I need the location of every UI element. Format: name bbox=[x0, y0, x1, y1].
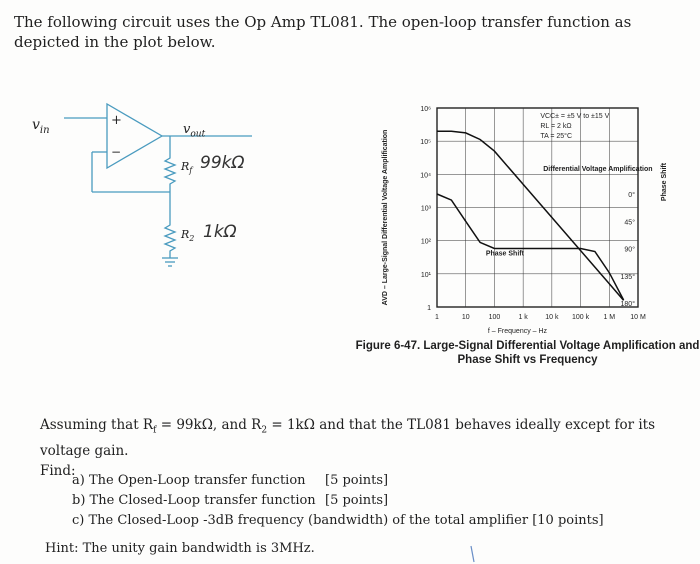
y-tick-label: 10⁴ bbox=[420, 172, 431, 180]
x-tick-label: 10 bbox=[461, 314, 470, 321]
gain-series-label: Differential Voltage Amplification bbox=[543, 166, 653, 174]
x-tick-label: 1 bbox=[435, 314, 439, 321]
r2-value-handwritten: 1kΩ bbox=[203, 222, 237, 242]
y-tick-label: 10⁶ bbox=[420, 106, 431, 113]
assumption-text: Assuming that $R_f = 99k\Omega$, and $R_2 = 1k\Omega$ and that the TL081 behaves ideally except for its voltage gain. Find: bbox=[40, 417, 656, 479]
y2-tick-label: 135° bbox=[620, 273, 635, 281]
rf-resistor bbox=[165, 155, 175, 192]
rf-label: $R_f$ bbox=[181, 160, 193, 176]
x-tick-label: 1 k bbox=[518, 314, 528, 321]
y-tick-label: 1 bbox=[427, 305, 431, 312]
minus-sign: − bbox=[111, 145, 122, 159]
y2-tick-label: 180° bbox=[620, 301, 635, 308]
r2-resistor bbox=[165, 222, 175, 258]
x-tick-label: 100 bbox=[488, 314, 501, 321]
x-tick-label: 100 k bbox=[572, 314, 590, 321]
pen-mark bbox=[468, 545, 478, 563]
y-axis-label: AVD – Large-Signal Differential Voltage Amplification bbox=[382, 129, 389, 306]
task-list bbox=[72, 471, 604, 531]
y2-axis-label: Phase Shift bbox=[661, 162, 668, 202]
vout-label: $v_{out}$ bbox=[183, 122, 206, 140]
y-tick-label: 10³ bbox=[420, 205, 431, 213]
figure-caption: Figure 6-47. Large-Signal Differential Voltage Amplification and Phase Shift vs Frequency bbox=[355, 340, 700, 366]
x-tick-label: 10 k bbox=[545, 314, 559, 321]
y2-tick-label: 45° bbox=[624, 219, 635, 227]
phase-series-label: Phase Shift bbox=[485, 250, 524, 258]
hint-text: Hint: The unity gain bandwidth is 3MHz. bbox=[45, 541, 315, 556]
task-c: c) The Closed-Loop -3dB frequency (bandwidth) of the total amplifier [10 points] bbox=[72, 513, 604, 528]
condition-text: VCC± = ±5 V to ±15 V bbox=[540, 113, 610, 120]
condition-text: TA = 25°C bbox=[540, 133, 573, 140]
bode-plot bbox=[365, 92, 700, 342]
x-axis-label: f – Frequency – Hz bbox=[487, 328, 548, 335]
x-tick-label: 10 M bbox=[630, 314, 646, 321]
y2-tick-label: 0° bbox=[628, 192, 635, 199]
y-tick-label: 10⁵ bbox=[420, 139, 431, 147]
y-tick-label: 10² bbox=[420, 238, 431, 246]
condition-text: RL = 2 kΩ bbox=[540, 123, 572, 130]
task-b: b) The Closed-Loop transfer function [5 points] bbox=[72, 493, 389, 508]
circuit-schematic bbox=[22, 100, 262, 290]
r2-label: $R_2$ bbox=[181, 228, 195, 244]
y-tick-label: 10¹ bbox=[420, 271, 431, 279]
find-label: Find: bbox=[40, 462, 76, 479]
problem-intro: The following circuit uses the Op Amp TL081. The open-loop transfer function as depicted in the plot below. bbox=[14, 13, 632, 51]
rf-value-handwritten: 99kΩ bbox=[200, 153, 245, 173]
gain-curve bbox=[437, 131, 624, 300]
phase-curve bbox=[437, 194, 624, 300]
plus-sign: + bbox=[111, 113, 122, 128]
vin-label: $v_{in}$ bbox=[32, 117, 50, 136]
task-a: a) The Open-Loop transfer function [5 points] bbox=[72, 473, 389, 488]
y2-tick-label: 90° bbox=[624, 246, 635, 254]
x-tick-label: 1 M bbox=[603, 314, 616, 321]
